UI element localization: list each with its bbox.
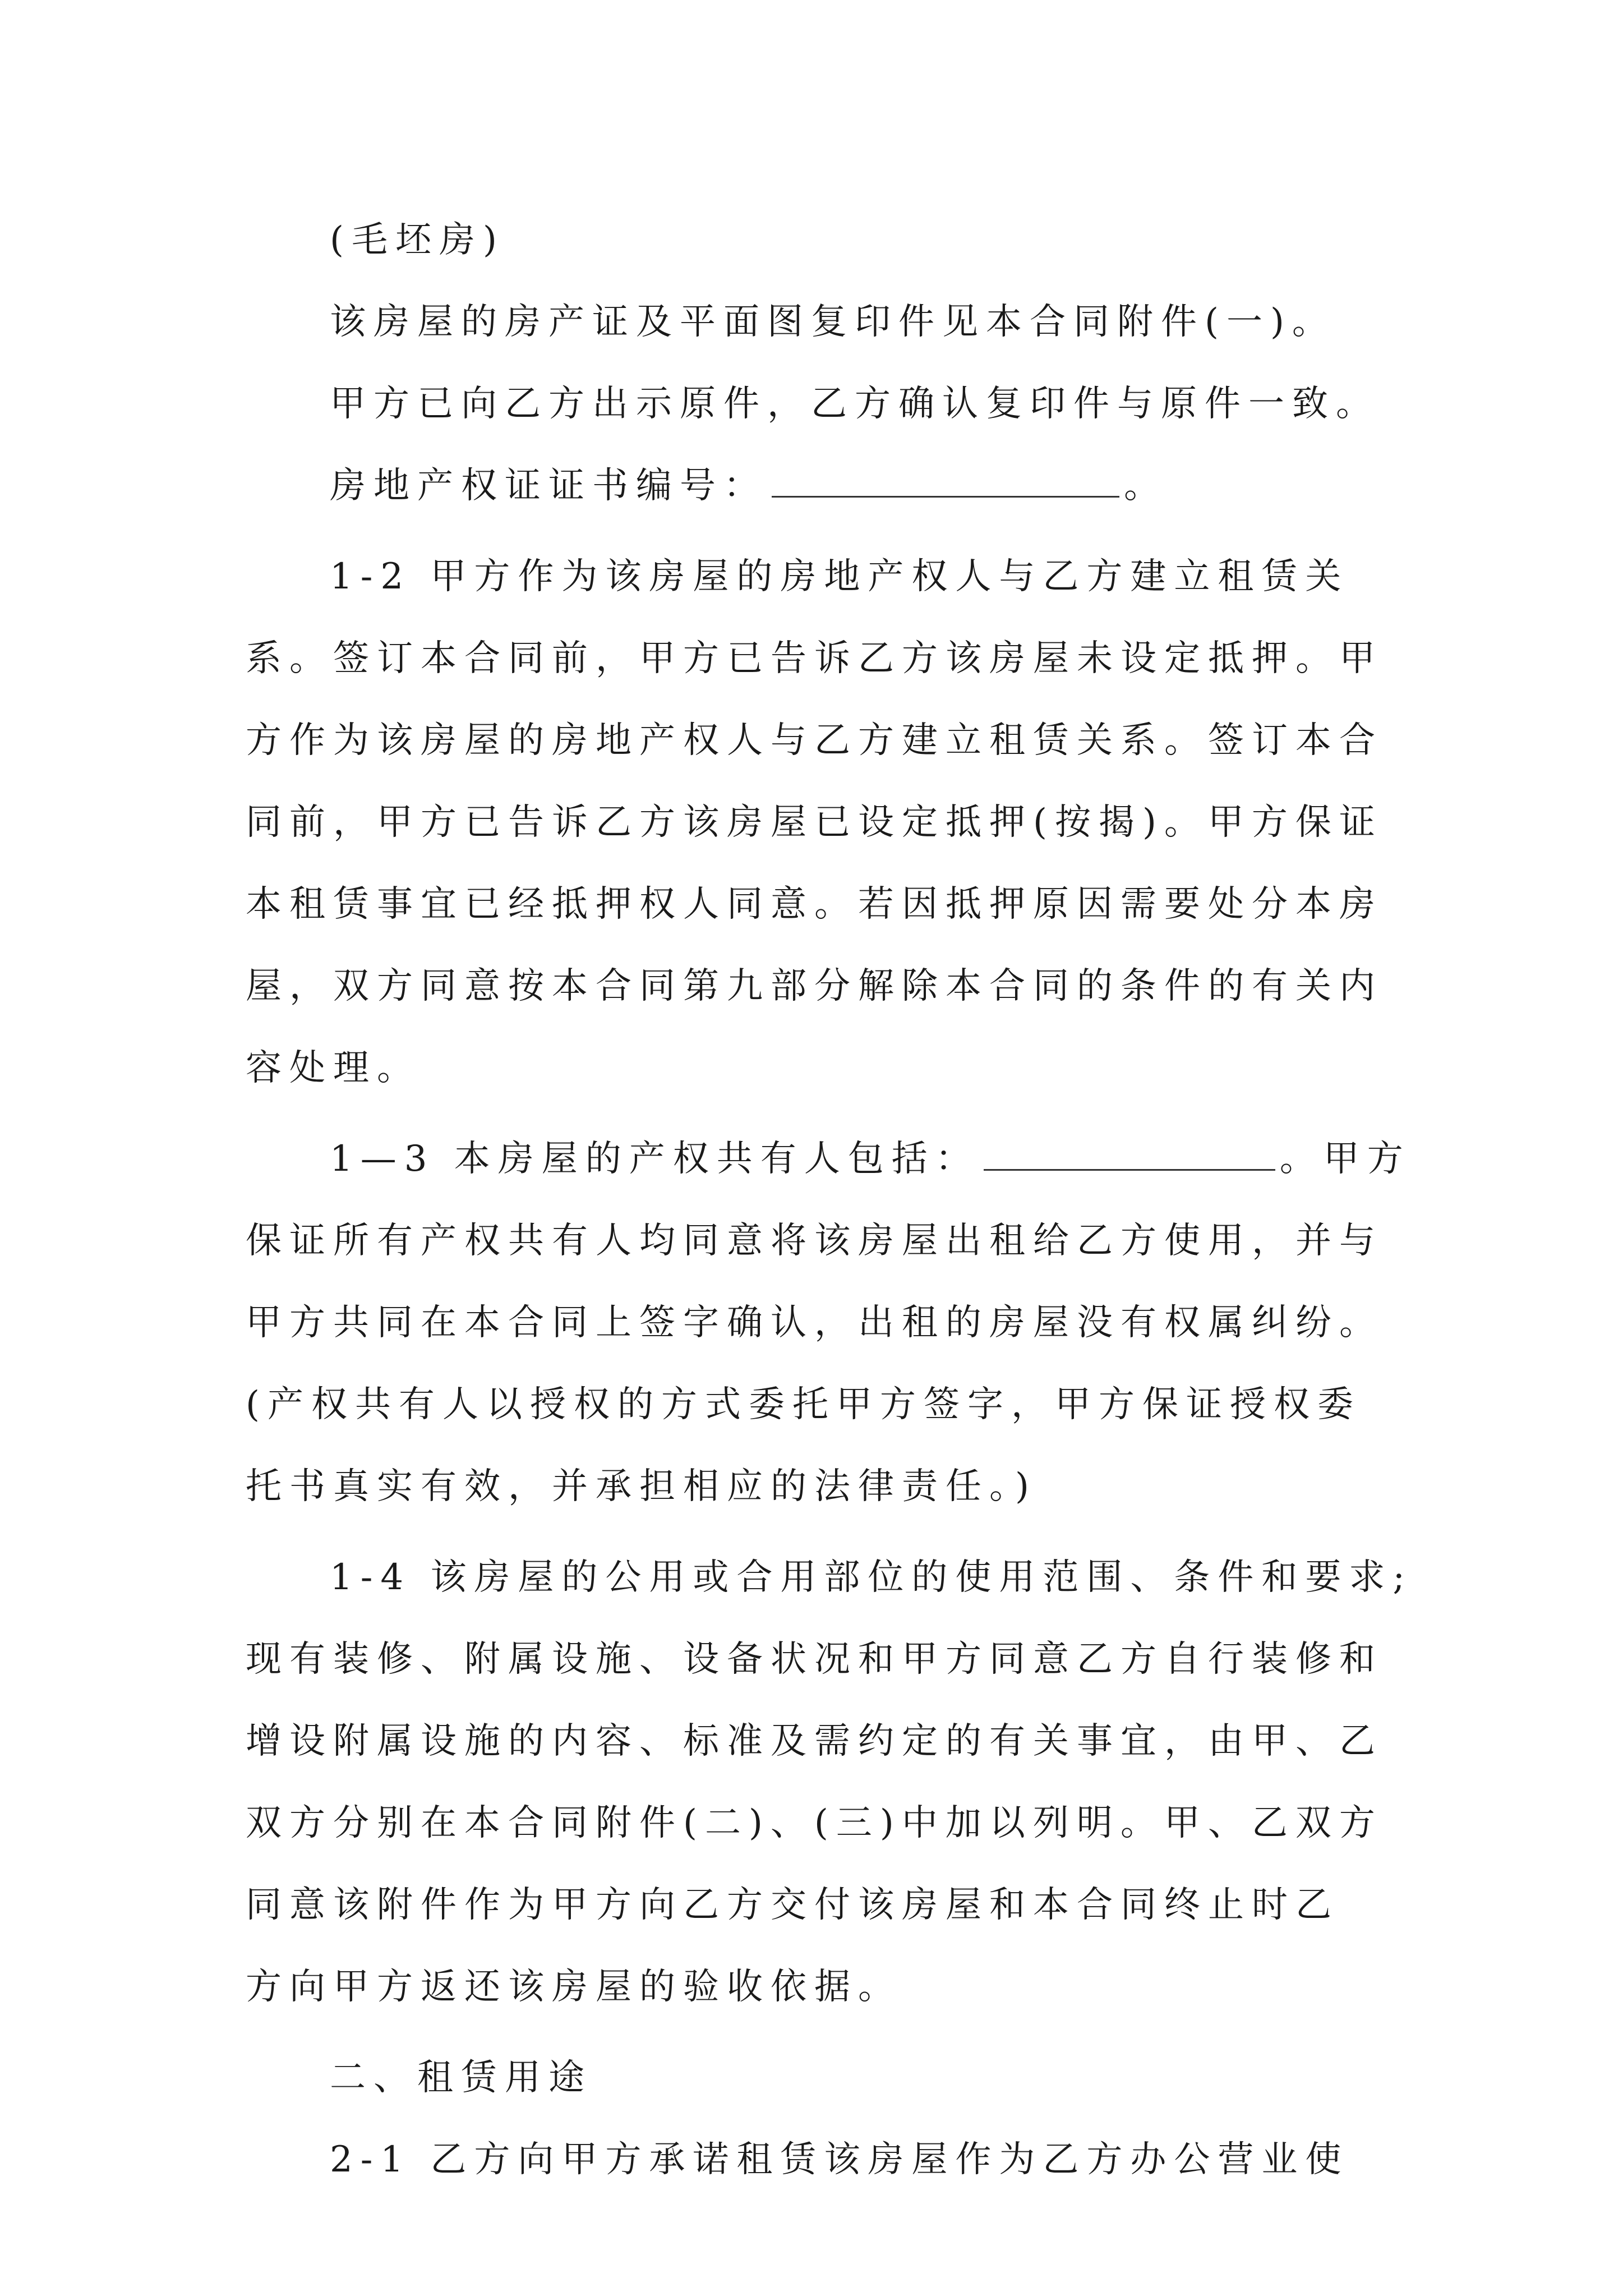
co-owner-blank [984, 1134, 1275, 1171]
text-line: 增设附属设施的内容、标准及需约定的有关事宜，由甲、乙 [246, 1720, 1383, 1762]
clause-1-4-start: 1-4 该房屋的公用或合用部位的使用范围、条件和要求; [330, 1557, 1413, 1598]
text-line: 甲方共同在本合同上签字确认，出租的房屋没有权属纠纷。 [246, 1302, 1383, 1343]
co-owner-label: 1—3 本房屋的产权共有人包括： [330, 1138, 979, 1180]
text-line: 屋，双方同意按本合同第九部分解除本合同的条件的有关内 [246, 965, 1383, 1007]
text-line: 甲方已向乙方出示原件，乙方确认复印件与原件一致。 [330, 383, 1380, 425]
co-owner-line [246, 1118, 1411, 1200]
text-line: 同前，甲方已告诉乙方该房屋已设定抵押(按揭)。甲方保证 [246, 802, 1383, 843]
clause-1-2-start: 1-2 甲方作为该房屋的房地产权人与乙方建立租赁关 [330, 556, 1349, 597]
text-line: (毛坯房) [330, 219, 505, 261]
text-line: 现有装修、附属设施、设备状况和甲方同意乙方自行装修和 [246, 1639, 1383, 1680]
text-line: 方作为该房屋的房地产权人与乙方建立租赁关系。签订本合 [246, 720, 1383, 761]
text-line: 方向甲方返还该房屋的验收依据。 [246, 1966, 902, 2008]
line-end-punctuation: 。 [1124, 465, 1168, 507]
clause-2-1-start: 2-1 乙方向甲方承诺租赁该房屋作为乙方办公营业使 [330, 2139, 1349, 2180]
document-body [246, 199, 1413, 2201]
text-line: 同意该附件作为甲方向乙方交付该房屋和本合同终止时乙 [246, 1884, 1339, 1926]
text-line: 保证所有产权共有人均同意将该房屋出租给乙方使用，并与 [246, 1220, 1383, 1262]
certificate-number-label: 房地产权证证书编号： [330, 465, 767, 507]
certificate-number-line [246, 445, 1384, 527]
certificate-number-blank [772, 461, 1119, 498]
text-line: 该房屋的房产证及平面图复印件见本合同附件(一)。 [330, 301, 1336, 343]
section-heading-lease-purpose: 二、租赁用途 [330, 2057, 592, 2099]
text-line: 托书真实有效，并承担相应的法律责任。) [246, 1466, 1037, 1507]
text-line: 系。签订本合同前，甲方已告诉乙方该房屋未设定抵押。甲 [246, 638, 1383, 679]
text-line: 本租赁事宜已经抵押权人同意。若因抵押原因需要处分本房 [246, 884, 1383, 925]
text-line: (产权共有人以授权的方式委托甲方签字，甲方保证授权委 [246, 1384, 1361, 1425]
text-line: 双方分别在本合同附件(二)、(三)中加以列明。甲、乙双方 [246, 1802, 1383, 1844]
co-owner-line-end: 。甲方 [1279, 1138, 1411, 1180]
text-line: 容处理。 [246, 1047, 421, 1089]
